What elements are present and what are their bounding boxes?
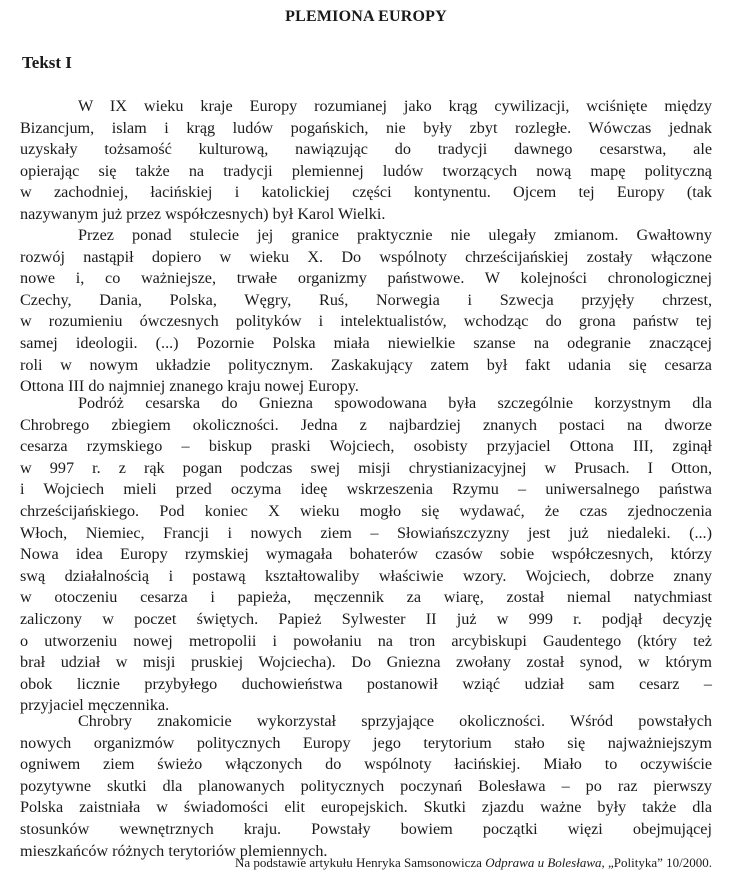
text-line: przyjaciel męczennika. [20, 696, 170, 715]
text-line: w otoczeniu cesarza i papieża, męczennik za wiarę, został niemal natychmiast [20, 588, 712, 607]
text-line: samej ideologii. (...) Pozornie Polska miała niewielkie szanse na odegranie znaczącej [20, 333, 712, 352]
text-line: Podróż cesarska do Gniezna spowodowana była szczególnie korzystnym dla [78, 394, 712, 412]
paragraph-4 [20, 711, 712, 862]
text-line: chrześcijańskiego. Pod koniec X wieku mogło się wydawać, że czas zjednoczenia [20, 501, 712, 520]
text-line: Włoch, Niemiec, Francji i nowych ziem – Słowiańszczyzny jest już niedaleki. (...) [20, 523, 712, 542]
paragraph-3 [20, 393, 712, 717]
source-suffix: , „Polityka” 10/2000. [601, 855, 712, 870]
text-line: roli w nowym układzie politycznym. Zaskakujący zatem był fakt udania się cesarza [20, 355, 712, 374]
text-line: Chrobry znakomicie wykorzystał sprzyjające okoliczności. Wśród powstałych [78, 712, 712, 730]
paragraph-2 [20, 225, 712, 398]
source-prefix: Na podstawie artykułu Henryka Samsonowicza [235, 855, 482, 870]
text-line: rozwój nastąpił dopiero w wieku X. Do wspólnoty chrześcijańskiej zostały włączone [20, 247, 712, 266]
paragraph-1 [20, 96, 712, 226]
text-line: swą działalnością i postawą kształtowaliby właściwie wzory. Wojciech, dobrze znany [20, 566, 712, 585]
text-line: uzyskały tożsamość kulturową, nawiązując do tradycji dawnego cesarstwa, ale [20, 140, 712, 159]
text-line: stosunków wewnętrznych kraju. Powstały bowiem początki więzi obejmującej [20, 819, 712, 838]
text-line: nazywanym już przez współczesnych) był Karol Wielki. [20, 204, 386, 223]
text-line: o utworzeniu nowej metropolii i powołaniu na tron arcybiskupi Gaudentego (który też [20, 631, 712, 650]
text-line: Ottona III do najmniej znanego kraju nowej Europy. [20, 377, 359, 396]
page-title: PLEMIONA EUROPY [285, 8, 447, 25]
text-line: i Wojciech mieli przed oczyma ideę wskrzeszenia Rzymu – uniwersalnego państwa [20, 480, 712, 499]
section-heading: Tekst I [22, 53, 72, 72]
text-line: nowych organizmów politycznych Europy jego terytorium stało się najważniejszym [20, 733, 712, 752]
text-line: w zachodniej, łacińskiej i katolickiej części kontynentu. Ojcem tej Europy (tak [20, 183, 712, 202]
text-line: cesarza rzymskiego – biskup praski Wojciech, osobisty przyjaciel Ottona III, zginął [20, 437, 712, 456]
text-line: ogniwem ziem świeżo włączonych do wspólnoty łacińskiej. Miało to oczywiście [20, 755, 712, 774]
source-note [0, 855, 712, 871]
text-line: Chrobrego zbiegiem okoliczności. Jedna z najbardziej znanych postaci na dworze [20, 415, 712, 434]
text-line: brał udział w misji pruskiej Wojciecha). Do Gniezna zwołany został synod, w którym [20, 653, 712, 672]
text-line: Przez ponad stulecie jej granice praktycznie nie ulegały zmianom. Gwałtowny [78, 226, 712, 244]
text-line: w rozumieniu ówczesnych polityków i intelektualistów, wchodząc do grona państw tej [20, 312, 712, 331]
text-line: w 997 r. z rąk pogan podczas swej misji chrystianizacyjnej w Prusach. I Otton, [20, 458, 712, 477]
text-line: pozytywne skutki dla planowanych politycznych poczynań Bolesława – po raz pierwszy [20, 776, 712, 795]
text-line: opierając się także na tradycji plemiennej ludów tworzących nową mapę polityczną [20, 161, 712, 180]
text-line: W IX wieku kraje Europy rozumianej jako krąg cywilizacji, wciśnięte między [78, 97, 712, 115]
text-line: Bizancjum, islam i krąg ludów pogańskich, nie były zbyt rozległe. Wówczas jednak [20, 118, 712, 137]
text-line: obok licznie przybyłego duchowieństwa postanowił wziąć udział sam cesarz – [20, 674, 712, 693]
source-article-title: Odprawa u Bolesława [485, 855, 602, 870]
text-line: zaliczony w poczet świętych. Papież Sylwester II już w 999 r. podjął decyzję [20, 609, 712, 628]
text-line: Nowa idea Europy rzymskiej wymagała bohaterów czasów sobie współczesnych, którzy [20, 545, 712, 564]
text-line: mieszkańców różnych terytoriów plemiennych. [20, 841, 328, 860]
text-line: Polska zaistniała w świadomości elit europejskich. Skutki zjazdu ważne były także dla [20, 798, 712, 817]
text-line: Czechy, Dania, Polska, Węgry, Ruś, Norwegia i Szwecja przyjęły chrzest, [20, 290, 712, 309]
text-line: nowe i, co ważniejsze, trwałe organizmy państwowe. W kolejności chronologicznej [20, 269, 712, 288]
